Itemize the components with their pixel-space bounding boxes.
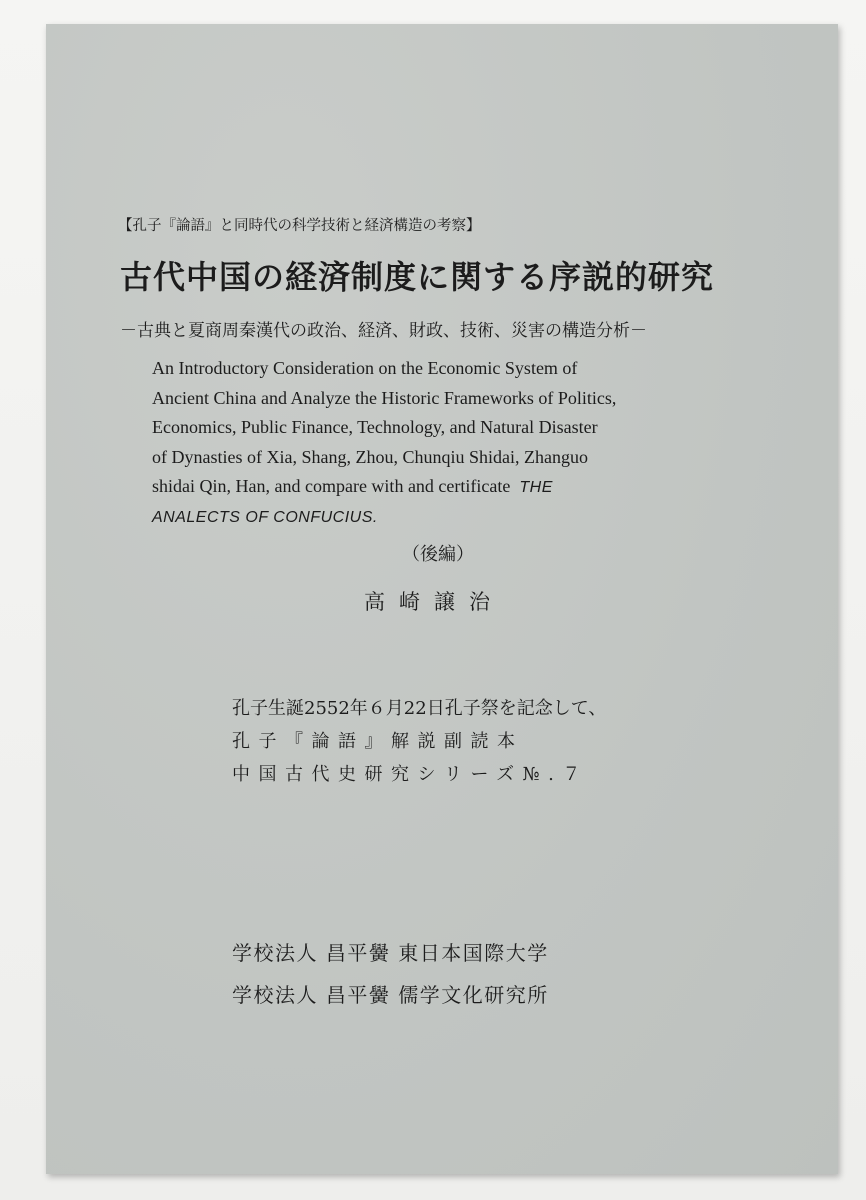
publisher-line: 学校法人 昌平黌 儒学文化研究所 bbox=[232, 983, 549, 1007]
main-title: 古代中国の経済制度に関する序説的研究 bbox=[120, 258, 715, 296]
book-cover bbox=[46, 24, 838, 1174]
commemoration-line: 中国古代史研究シリーズ№.７ bbox=[232, 764, 589, 785]
english-title-italic: THE bbox=[519, 479, 553, 496]
author-name: 高崎譲治 bbox=[364, 590, 504, 614]
english-title-line: An Introductory Consideration on the Economic System of bbox=[152, 358, 578, 378]
english-title bbox=[152, 354, 732, 532]
volume-label: （後編） bbox=[402, 544, 474, 565]
publisher-line: 学校法人 昌平黌 東日本国際大学 bbox=[232, 941, 549, 965]
english-title-line: of Dynasties of Xia, Shang, Zhou, Chunqiu Shidai, Zhanguo bbox=[152, 446, 588, 467]
english-title-line bbox=[152, 472, 732, 503]
series-heading: 【孔子『論語』と同時代の科学技術と経済構造の考察】 bbox=[118, 218, 481, 234]
subtitle: －古典と夏商周秦漢代の政治、経済、財政、技術、災害の構造分析－ bbox=[120, 321, 647, 341]
commemoration-text bbox=[232, 692, 662, 791]
english-title-text: shidai Qin, Han, and compare with and certificate bbox=[152, 476, 511, 496]
publishers bbox=[232, 932, 652, 1016]
english-title-line: Ancient China and Analyze the Historic Frameworks of Politics, bbox=[152, 387, 617, 408]
commemoration-line: 孔子『論語』解説副読本 bbox=[232, 731, 524, 752]
english-title-italic-line: ANALECTS OF CONFUCIUS. bbox=[152, 508, 378, 526]
english-title-line: Economics, Public Finance, Technology, and Natural Disaster bbox=[152, 417, 598, 437]
commemoration-line: 孔子生誕2552年６月22日孔子祭を記念して、 bbox=[232, 698, 607, 719]
